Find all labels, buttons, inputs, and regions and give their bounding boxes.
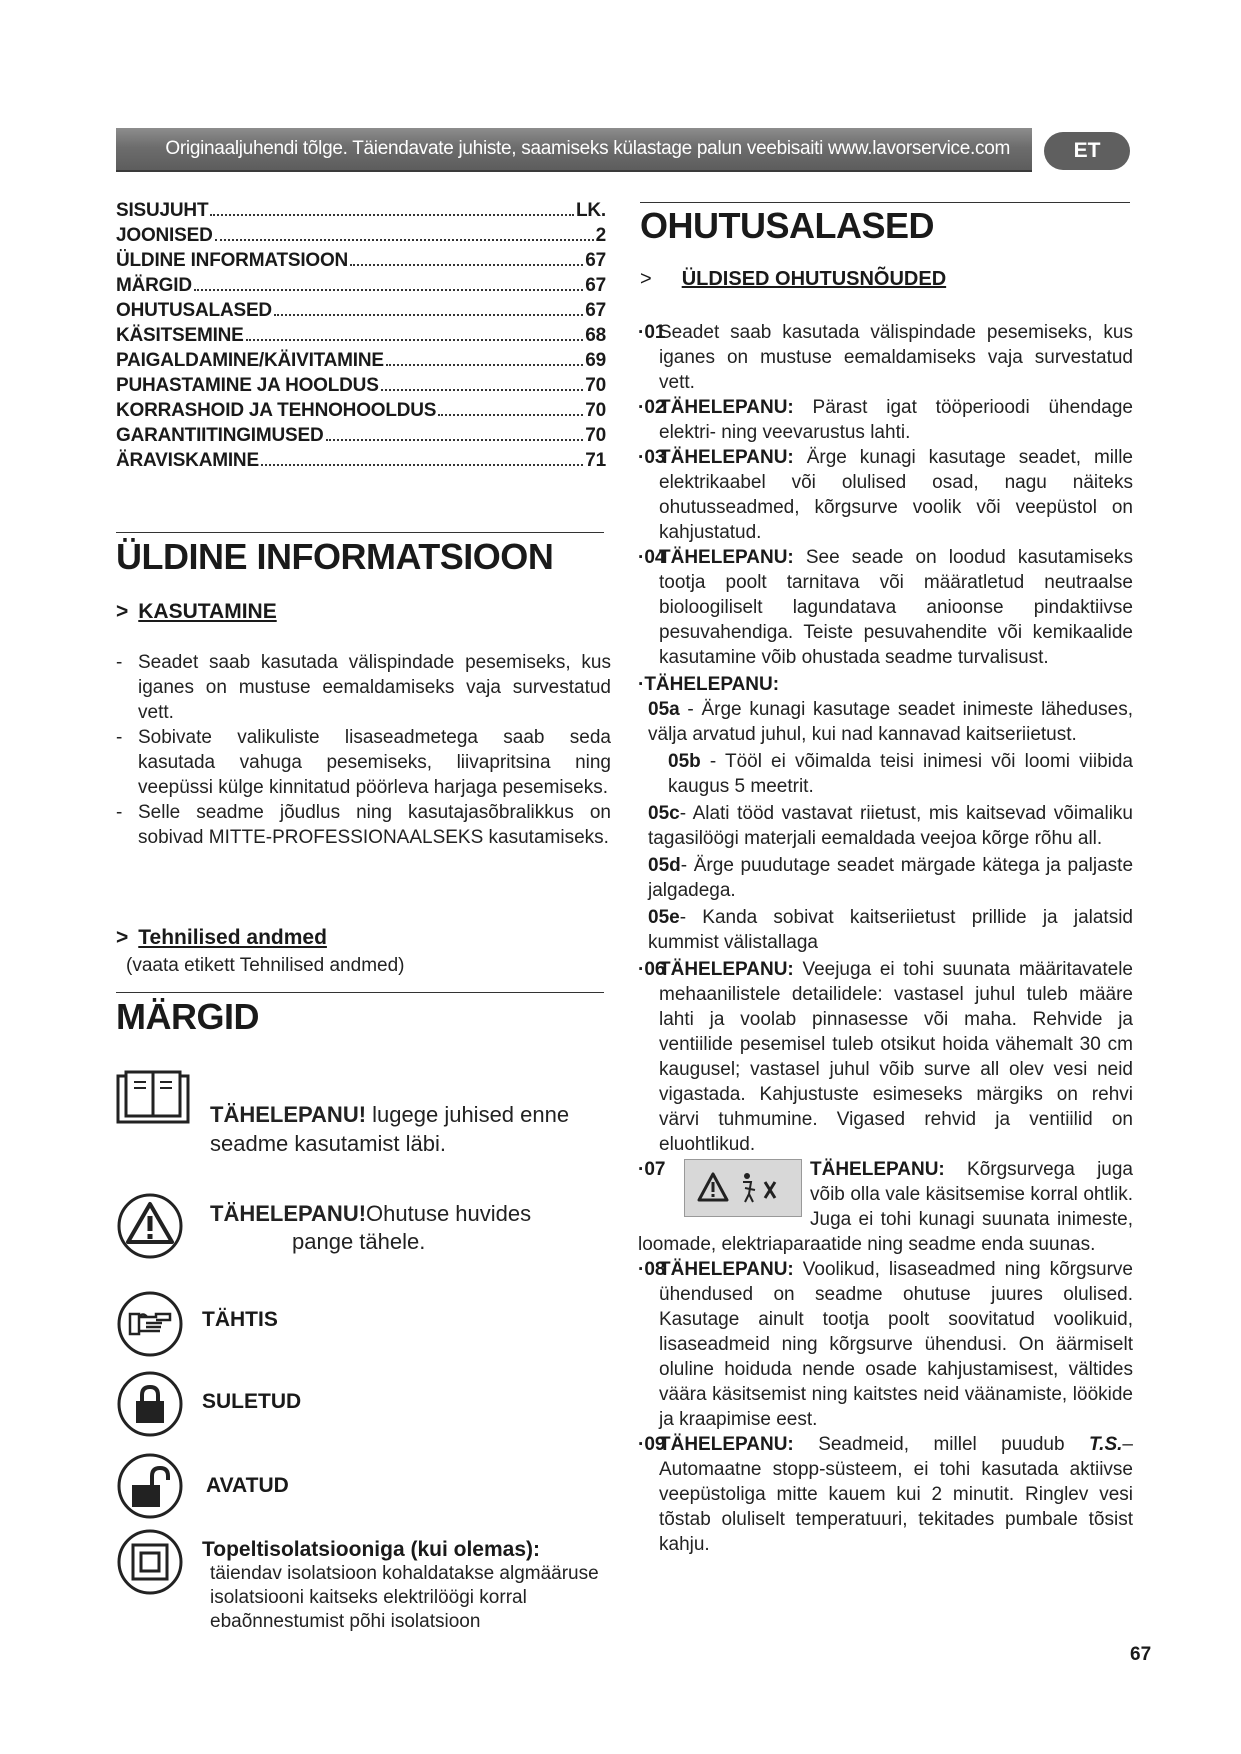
list-item: ·09 TÄHELEPANU: Seadmeid, millel puudub T.S.– Automaatne stopp-süsteem, ei tohi kasutada aktiivse veepüstoliga mitte kauem kui 2 minutit. Ringlev vesi tõstab oluliselt temperatuuri, tekitades pumbale tõsist kahju. bbox=[638, 1434, 1133, 1555]
read-manual-body: lugege juhised enne seadme kasutamist läbi. bbox=[210, 1102, 570, 1156]
tech-data-label: Tehnilised andmed bbox=[138, 926, 327, 949]
toc-leader bbox=[194, 289, 583, 291]
safety-title: OHUTUSALASED bbox=[640, 205, 935, 246]
divider bbox=[116, 532, 604, 533]
list-item: - Sobivate valikuliste lisaseadmetega saab seda kasutada vahuga pesemiseks, liivapritsina ning veepüssi külge kinnitatud pöörleva harjaga pesemiseks. bbox=[116, 727, 611, 798]
toc-label: KORRASHOID JA TEHNOHOOLDUS bbox=[116, 400, 437, 421]
lock-closed-icon bbox=[116, 1370, 184, 1443]
list-item: ·02 TÄHELEPANU: Pärast igat tööperioodi ühendage elektri- ning veevarustus lahti. bbox=[638, 397, 1133, 443]
list-item: ·03 TÄHELEPANU: Ärge kunagi kasutage seadet, mille elektrikaabel või olulised osad, nagu näiteks ohutusseadmed, kõrgsurve voolik või veepüstol on kahjustatud. bbox=[638, 447, 1133, 543]
spray-warning-icon bbox=[684, 1159, 802, 1217]
toc-row bbox=[116, 198, 606, 223]
page-number: 67 bbox=[1130, 1644, 1152, 1665]
list-item: - Seadet saab kasutada välispindade pesemiseks, kus iganes on mustuse eemaldamiseks vaja survestatud vett. bbox=[116, 652, 611, 723]
toc-row bbox=[116, 348, 606, 373]
toc-label: ÜLDINE INFORMATSIOON bbox=[116, 250, 349, 271]
toc-page: 69 bbox=[585, 350, 606, 371]
toc-row bbox=[116, 223, 606, 248]
tech-data-note: (vaata etikett Tehnilised andmed) bbox=[126, 955, 405, 976]
important-label: TÄHTIS bbox=[202, 1308, 278, 1331]
read-manual-text bbox=[210, 1100, 610, 1158]
usage-heading-marker: > bbox=[116, 600, 129, 623]
general-safety-heading bbox=[640, 268, 946, 291]
toc-leader bbox=[381, 389, 584, 391]
toc-leader bbox=[215, 239, 594, 241]
double-insulation-text bbox=[202, 1538, 612, 1634]
toc-row bbox=[116, 398, 606, 423]
list-item: ·08 TÄHELEPANU: Voolikud, lisaseadmed ning kõrgsurve ühendused on seadme ohutuse juures olulised. Kasutage ainult tootja poolt soovitatud voolikuid, lisaseadmeid ning kõrgsurve ühendusi. On äärmiselt oluline hoiduda nende osade kahjustamisest, vältides väära käsitsemist ning kaitstes neid väänamiste, löökide ja kraapimise eest. bbox=[638, 1259, 1133, 1430]
usage-list bbox=[116, 650, 611, 850]
banner-text: Originaaljuhendi tõlge. Täiendavate juhiste, saamiseks külastage palun veebisaiti www.lavorservice.com bbox=[165, 138, 1010, 159]
toc-page: 70 bbox=[585, 425, 606, 446]
list-item: ·TÄHELEPANU: bbox=[638, 674, 780, 695]
toc-leader bbox=[438, 414, 583, 416]
double-insulation-bold: Topeltisolatsiooniga (kui olemas): bbox=[202, 1538, 540, 1561]
usage-heading bbox=[116, 600, 277, 624]
toc-row bbox=[116, 323, 606, 348]
toc-row bbox=[116, 448, 606, 473]
toc-row bbox=[116, 298, 606, 323]
toc-page: 2 bbox=[595, 225, 606, 246]
toc-leader bbox=[274, 314, 583, 316]
language-badge-label: ET bbox=[1073, 139, 1101, 162]
list-item: ·06 TÄHELEPANU: Veejuga ei tohi suunata määritavatele mehaanilistele detailidele: vastasel juhul tuleb määre lahti ja voolab pinnasesse või maha. Rehvide ja ventiilide pesemisel tuleb otsikut hoida vähemalt 30 cm kaugusel; vastasel juhul võib surve all olev vesi neid vigastada. Kahjustuste esimeseks märgiks on rehvi värvi tuhmumine. Vigased rehvid ja ventiilid on eluohtlikud. bbox=[638, 959, 1133, 1155]
language-badge bbox=[1044, 132, 1130, 170]
toc-leader bbox=[261, 464, 583, 466]
divider bbox=[640, 202, 1130, 203]
toc-leader bbox=[246, 339, 584, 341]
tech-data-marker: > bbox=[116, 926, 129, 949]
toc-page: 70 bbox=[585, 375, 606, 396]
read-manual-bold: TÄHELEPANU! bbox=[210, 1102, 367, 1127]
toc-page: 70 bbox=[585, 400, 606, 421]
double-insulation-icon bbox=[116, 1528, 184, 1601]
list-item: - Selle seadme jõudlus ning kasutajasõbralikkus on sobivad MITTE-PROFESSIONAALSEKS kasutamiseks. bbox=[116, 802, 611, 848]
general-info-title: ÜLDINE INFORMATSIOON bbox=[116, 536, 554, 577]
list-item: ·04 TÄHELEPANU: See seade on loodud kasutamiseks tootja poolt tarnitava või määratletud neutraalse bioloogiliselt lagundatava anioonse pindaktiivse pesuvahendiga. Teiste pesuvahendite või kemikaalide kasutamine võib ohustada seadme turvalisust. bbox=[638, 547, 1133, 668]
warning-triangle-icon bbox=[116, 1192, 184, 1265]
double-insulation-body: täiendav isolatsioon kohaldatakse algmääruse isolatsiooni kaitseks elektrilöögi korral ebaõnnestumist põhi isolatsioon bbox=[210, 1563, 599, 1632]
toc-row bbox=[116, 423, 606, 448]
safety-list bbox=[638, 320, 1133, 1557]
usage-heading-label: KASUTAMINE bbox=[138, 600, 277, 623]
lock-open-icon bbox=[116, 1452, 184, 1525]
toc-leader bbox=[350, 264, 583, 266]
toc-label: ÄRAVISKAMINE bbox=[116, 450, 259, 471]
list-item: 05a - Ärge kunagi kasutage seadet inimeste läheduses, välja arvatud juhul, kui nad kannavad kaitseriietust. bbox=[648, 699, 1133, 745]
tech-data-heading bbox=[116, 926, 327, 950]
toc-row bbox=[116, 248, 606, 273]
symbols-title: MÄRGID bbox=[116, 996, 259, 1037]
toc-page: LK. bbox=[575, 200, 606, 221]
toc-label: JOONISED bbox=[116, 225, 213, 246]
toc-row bbox=[116, 273, 606, 298]
book-icon bbox=[116, 1068, 190, 1129]
toc-leader bbox=[326, 439, 584, 441]
list-item: 05d- Ärge puudutage seadet märgade kätega ja paljaste jalgadega. bbox=[648, 855, 1134, 901]
toc-label: PAIGALDAMINE/KÄIVITAMINE bbox=[116, 350, 384, 371]
list-item: ·07 TÄHELEPANU: Kõrgsurvega juga võib olla vale käsitsemise korral ohtlik. Juga ei tohi kunagi suunata inimeste, loomade, elektriaparaatide ning seadme enda suunas. bbox=[638, 1159, 1133, 1255]
toc-page: 67 bbox=[585, 250, 606, 271]
general-safety-marker: > bbox=[640, 268, 652, 290]
unlocked-label: AVATUD bbox=[206, 1474, 289, 1497]
toc-page: 67 bbox=[585, 300, 606, 321]
toc-label: GARANTIITINGIMUSED bbox=[116, 425, 324, 446]
toc-label: MÄRGID bbox=[116, 275, 192, 296]
toc-page: 67 bbox=[585, 275, 606, 296]
locked-label: SULETUD bbox=[202, 1390, 302, 1413]
safety-note-text: TÄHELEPANU!Ohutuse huvides pange tähele. bbox=[210, 1201, 532, 1254]
safety-note-bold: TÄHELEPANU! bbox=[210, 1201, 367, 1226]
toc-row bbox=[116, 373, 606, 398]
list-item: 05c- Alati tööd vastavat riietust, mis kaitsevad võimaliku tagasilöögi materjali eemaldada veejoa kõrge rõhu all. bbox=[648, 803, 1133, 849]
toc-leader bbox=[210, 214, 574, 216]
toc-label: KÄSITSEMINE bbox=[116, 325, 244, 346]
toc-label: OHUTUSALASED bbox=[116, 300, 272, 321]
list-item: 05e- Kanda sobivat kaitseriietust prillide ja jalatsid kummist välistallaga bbox=[648, 907, 1133, 953]
divider bbox=[116, 992, 604, 993]
list-item: ·01 Seadet saab kasutada välispindade pesemiseks, kus iganes on mustuse eemaldamiseks vaja survestatud vett. bbox=[638, 322, 1133, 393]
table-of-contents bbox=[116, 198, 606, 473]
toc-page: 68 bbox=[585, 325, 606, 346]
pointing-hand-icon bbox=[116, 1290, 184, 1363]
list-item: 05b - Tööl ei võimalda teisi inimesi või loomi viibida kaugus 5 meetrit. bbox=[668, 751, 1133, 797]
general-safety-label: ÜLDISED OHUTUSNÕUDED bbox=[681, 268, 947, 290]
toc-label: PUHASTAMINE JA HOOLDUS bbox=[116, 375, 379, 396]
header-banner bbox=[116, 128, 1032, 172]
toc-leader bbox=[386, 364, 583, 366]
toc-label: SISUJUHT bbox=[116, 200, 209, 221]
toc-page: 71 bbox=[585, 450, 606, 471]
